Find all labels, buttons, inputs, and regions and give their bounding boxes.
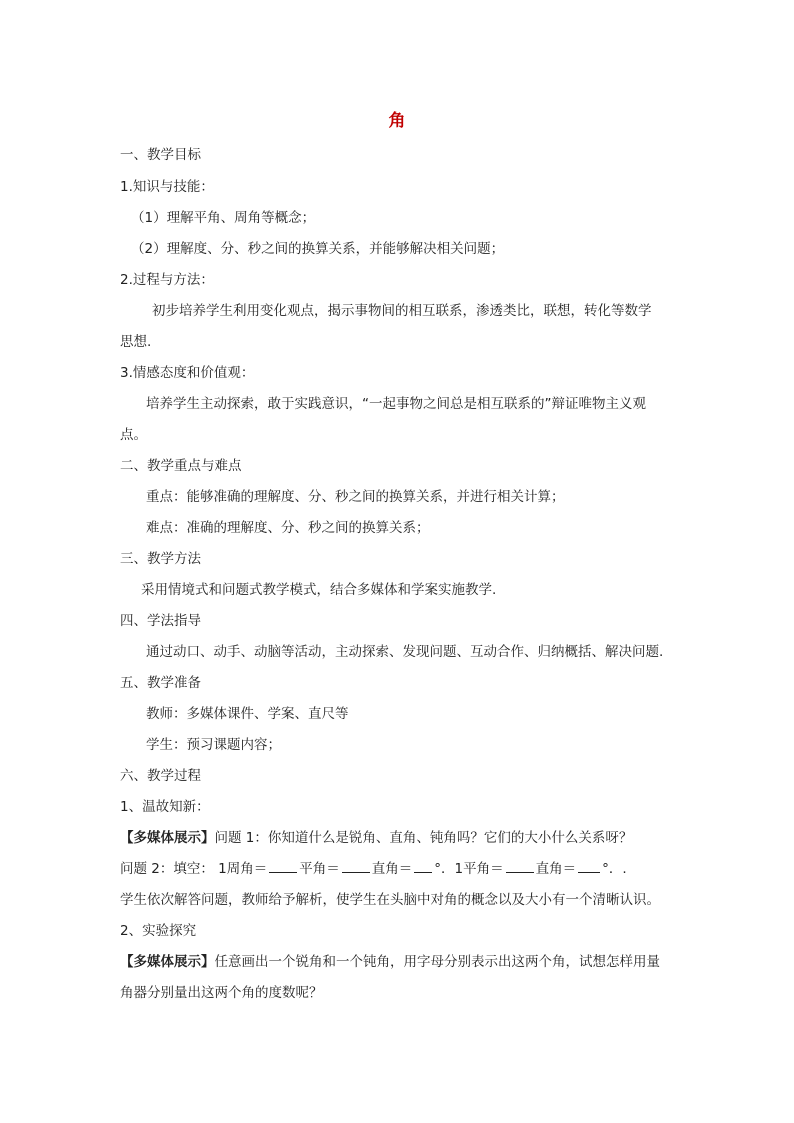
emotion-text-line-1: 培养学生主动探索，敢于实践意识，“一起事物之间总是相互联系的”辩证唯物主义观	[146, 396, 646, 412]
section-heading-method: 三、教学方法	[120, 551, 201, 567]
prep-teacher: 教师：多媒体课件、学案、直尺等	[146, 706, 349, 722]
process-text-line-1: 初步培养学生利用变化观点，揭示事物间的相互联系，渗透类比，联想，转化等数学	[152, 303, 652, 319]
multimedia-tag: 【多媒体展示】	[120, 830, 215, 846]
question-2	[120, 860, 627, 878]
knowledge-item-2: （2）理解度、分、秒之间的换算关系，并能够解决相关问题；	[131, 241, 505, 257]
fill-blank	[506, 860, 534, 873]
key-focus: 重点：能够准确的理解度、分、秒之间的换算关系，并进行相关计算；	[146, 489, 565, 505]
emotion-heading: 3.情感态度和价值观：	[120, 365, 255, 381]
section-heading-prep: 五、教学准备	[120, 675, 201, 691]
section-heading-key: 二、教学重点与难点	[120, 458, 242, 474]
step-2-heading: 2、实验探究	[120, 923, 197, 939]
step-1-heading: 1、温故知新：	[120, 799, 210, 815]
emotion-text-line-2: 点。	[120, 427, 147, 443]
question-2-part-b: 平角＝	[299, 861, 340, 877]
fill-blank	[342, 860, 370, 873]
guide-text: 通过动口、动手、动脑等活动，主动探索、发现问题、互动合作、归纳概括、解决问题.	[146, 644, 664, 660]
answer-explanation: 学生依次解答问题，教师给予解析，使学生在头脑中对角的概念以及大小有一个清晰认识。	[120, 892, 660, 908]
section-heading-guide: 四、学法指导	[120, 613, 201, 629]
fill-blank	[269, 860, 297, 873]
fill-blank	[578, 860, 600, 873]
prep-student: 学生：预习课题内容；	[146, 737, 281, 753]
question-1	[120, 829, 632, 847]
question-3-line-2: 角器分别量出这两个角的度数呢？	[120, 985, 323, 1001]
question-1-text: 问题 1：你知道什么是锐角、直角、钝角吗？它们的大小什么关系呀？	[214, 830, 633, 846]
section-heading-goals: 一、教学目标	[120, 147, 201, 163]
method-text: 采用情境式和问题式教学模式，结合多媒体和学案实施教学.	[141, 582, 497, 598]
multimedia-tag: 【多媒体展示】	[120, 954, 215, 970]
question-2-part-c: 直角＝	[371, 861, 413, 877]
process-heading: 2.过程与方法：	[120, 272, 214, 288]
question-2-part-a: 问题 2：填空： 1周角＝	[120, 861, 268, 877]
question-2-part-d: °．1平角＝	[434, 861, 504, 877]
section-heading-process: 六、教学过程	[120, 768, 201, 784]
knowledge-heading: 1.知识与技能：	[120, 179, 214, 195]
process-text-line-2: 思想.	[120, 334, 152, 350]
page-title: 角	[388, 111, 406, 131]
question-2-part-f: °．.	[602, 861, 627, 877]
key-difficulty: 难点：准确的理解度、分、秒之间的换算关系；	[146, 520, 430, 536]
question-3-line-1	[120, 953, 660, 971]
question-2-part-e: 直角＝	[535, 861, 577, 877]
fill-blank	[414, 860, 432, 873]
knowledge-item-1: （1）理解平角、周角等概念；	[131, 210, 316, 226]
question-3-text: 任意画出一个锐角和一个钝角，用字母分别表示出这两个角，试想怎样用量	[214, 954, 660, 970]
